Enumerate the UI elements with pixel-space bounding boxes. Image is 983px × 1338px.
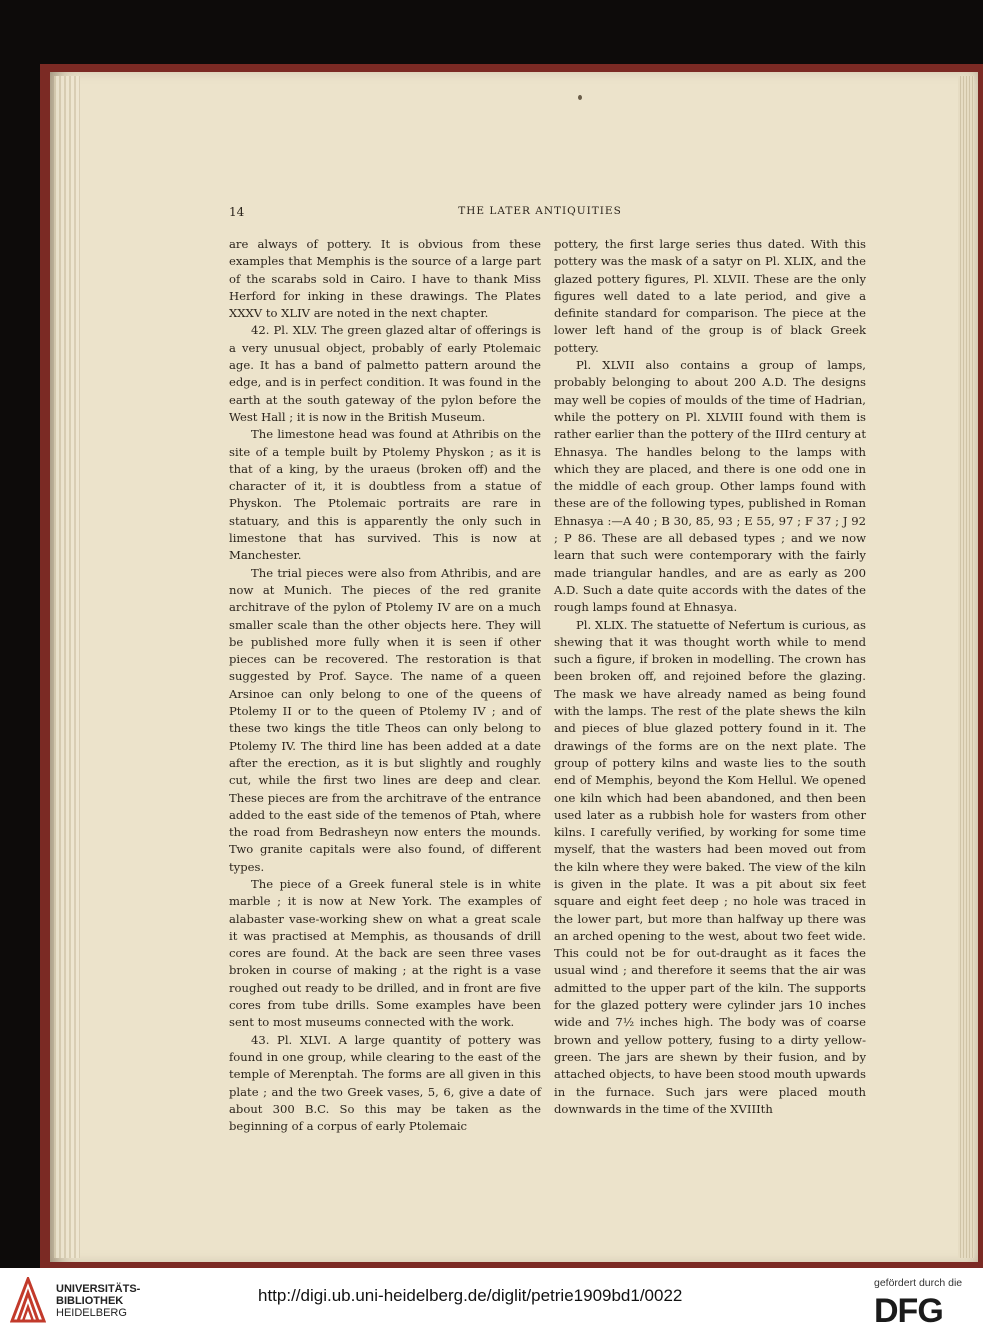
paragraph: Pl. XLVII also contains a group of lamps, probably belonging to about 200 A.D. The designs may well be copies of moulds of the time of Hadrian, while the pottery on Pl. XLVIII found with them is rather earlier than the pottery of the IIIrd century at Ehnasya. The handles belong to the lamps with which they are placed, and there is one odd one in the middle of each group. Other lamps found with these are of the following types, published in Roman Ehnasya :—A 40 ; B 30, 85, 93 ; E 55, 97 ; F 37 ; J 92 ; P 86. These are all debased types ; and we now learn that such were contemporary with the fairly made triangular handles, and are as early as 200 A.D. Such a date quite accords with the dates of the rough lamps found at Ehnasya. [554,358,866,615]
permalink-url[interactable]: http://digi.ub.uni-heidelberg.de/diglit/petrie1909bd1/0022 [258,1286,683,1305]
paragraph: pottery, the first large series thus dated. With this pottery was the mask of a satyr on Pl. XLIX, and the glazed pottery figures, Pl. XLVII. These are the only figures well dated to a late period, and give a definite standard for comparison. The piece at the lower left hand of the group is of black Greek pottery. [554,237,866,355]
paragraph: Pl. XLIX. The statuette of Nefertum is curious, as shewing that it was thought worth while to mend such a figure, if broken in modelling. The crown has been broken off, and rejoined before the glazing. The mask we have already named as being found with the lamps. The rest of the plate shews the kiln and pieces of blue glazed pottery found in it. The drawings of the forms are on the next plate. The group of pottery kilns and waste lies to the south end of Memphis, beyond the Kom Hellul. We opened one kiln which had been abandoned, and then been used later as a rubbish hole for wasters from other kilns. I carefully verified, by working for some time myself, that the wasters had been moved out from the kiln where they were baked. The view of the kiln is given in the plate. It was a pit about six feet square and eight feet deep ; no hole was traced in the lower part, but more than halfway up there was an arched opening to the west, about two feet wide. This could not be for out-draught as it faces the usual wind ; and therefore it seems that the air was admitted to the upper part of the kiln. The supports for the glazed pottery were cylinder jars 10 inches wide and 7½ inches high. The body was of coarse brown and yellow pottery, fusing to a dirty yellow-green. The jars are shewn by their fusion, and by attached objects, to have been stood mouth upwards in the furnace. Such jars were placed mouth downwards in the time of the XVIIIth [554,617,866,1116]
paragraph: The limestone head was found at Athribis on the site of a temple built by Ptolemy Physkon ; as it is that of a king, by the uraeus (broken off) and the character of it, it is doubtless from a statue of Physkon. The Ptolemaic portraits are rare in statuary, and this is apparently the only such in limestone that has survived. This is now at Manchester. [229,427,541,563]
institution-line-1: UNIVERSITÄTS- [56,1283,141,1295]
paragraph: are always of pottery. It is obvious from these examples that Memphis is the source of a large part of the scarabs sold in Cairo. I have to thank Miss Herford for inking in these drawings. The Plates XXXV to XLIV are noted in the next chapter. [229,237,541,321]
dfg-logo: DFG [874,1292,943,1330]
page-number: 14 [229,205,245,219]
funded-by-label: gefördert durch die [874,1277,963,1289]
paragraph: The piece of a Greek funeral stele is in white marble ; it is now at New York. The examples of alabaster vase-working shew on what a great scale it was practised at Memphis, as thousands of drill cores are found. At the back are seen three vases broken in course of making ; at the right is a vase roughed out ready to be drilled, and in front are five cores from tube drills. Some examples have been sent to most museums connected with the work. [229,876,541,1030]
institution-line-2: BIBLIOTHEK [56,1295,124,1307]
institution-name [56,1283,140,1319]
text-column-right [554,236,866,1118]
running-head: THE LATER ANTIQUITIES [458,205,622,217]
text-column-left [229,236,541,1135]
page-stack-left [54,76,80,1258]
paragraph: The trial pieces were also from Athribis, and are now at Munich. The pieces of the red granite architrave of the pylon of Ptolemy IV are on a much smaller scale than the other objects here. They will be published more fully when it is seen if other pieces can be recovered. The restoration is that suggested by Prof. Sayce. The name of a queen Arsinoe can only belong to one of the queens of Ptolemy II or to the queen of Ptolemy IV ; and of these two kings the title Theos can only belong to Ptolemy IV. The third line has been added at a date after the erection, as it is but slightly and roughly cut, while the first two lines are deep and clear. These pieces are from the architrave of the entrance added to the east side of the temenos of Ptah, where the road from Bedrasheyn now enters the mounds. Two granite capitals were also found, of different types. [229,565,541,874]
university-seal-icon [10,1277,46,1323]
ink-spot [578,95,582,100]
paragraph: 43. Pl. XLVI. A large quantity of pottery was found in one group, while clearing to the east of the temple of Merenptah. The forms are all given in this plate ; and the two Greek vases, 5, 6, give a date of about 300 B.C. So this may be taken as the beginning of a corpus of early Ptolemaic [229,1032,541,1134]
institution-line-3: HEIDELBERG [56,1307,127,1319]
paragraph: 42. Pl. XLV. The green glazed altar of offerings is a very unusual object, probably of early Ptolemaic age. It has a band of palmetto pattern around the edge, and is in perfect condition. It was found in the earth at the south gateway of the pylon before the West Hall ; it is now in the British Museum. [229,323,541,424]
page-stack-right [958,76,974,1258]
